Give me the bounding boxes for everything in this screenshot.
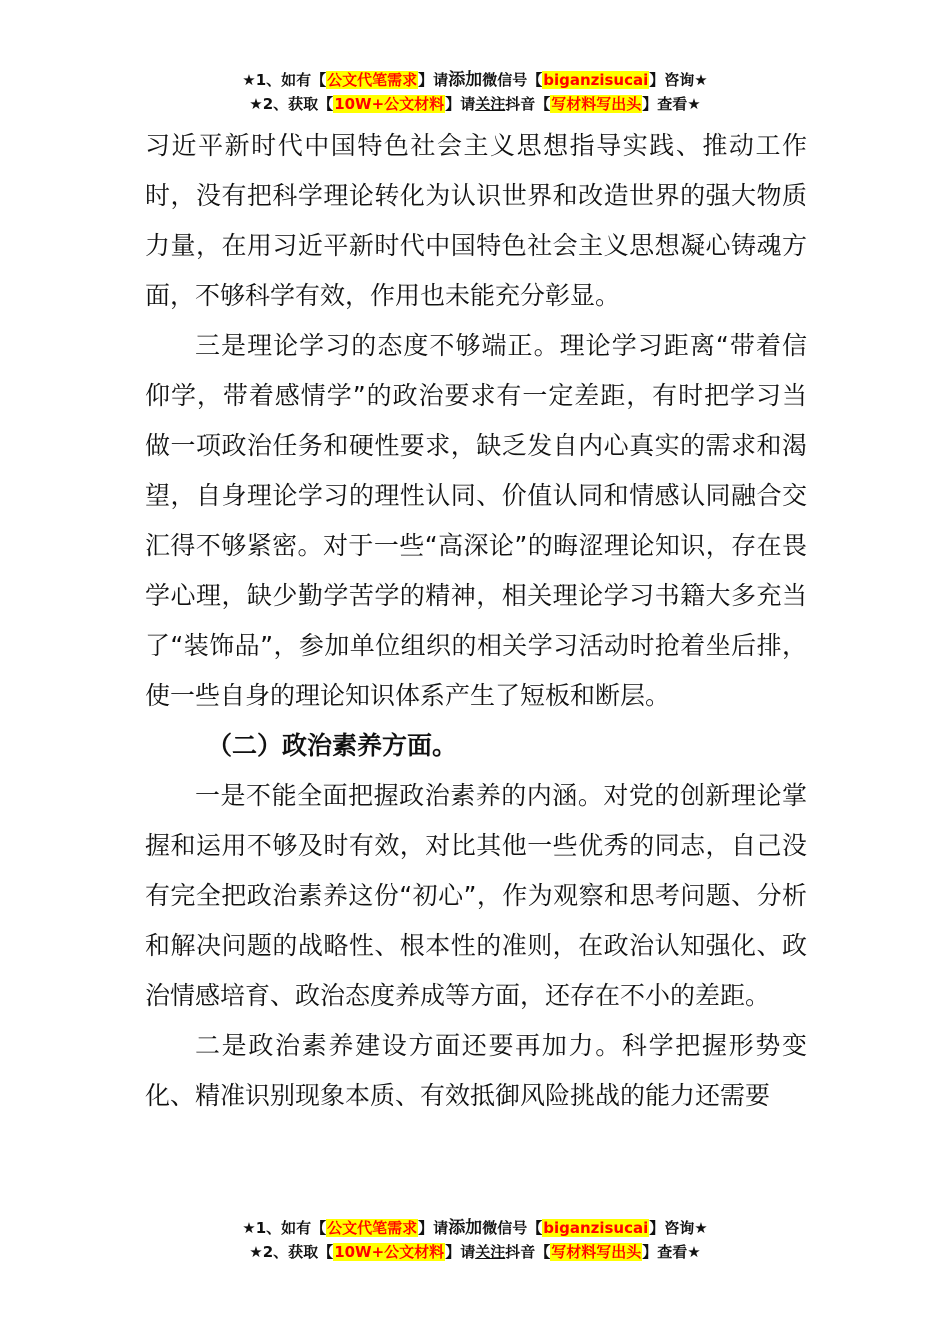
banner-highlight: 10W+公文材料 xyxy=(334,95,445,113)
header-banner xyxy=(0,68,950,116)
banner-text: 微信号【 xyxy=(482,1219,543,1237)
banner-text: 】请 xyxy=(445,95,476,113)
banner-text: 抖音【 xyxy=(505,1243,551,1261)
banner-emphasis: 关注 xyxy=(475,95,506,113)
banner-emphasis: 添加 xyxy=(448,70,483,90)
banner-text: ★1、如有【 xyxy=(242,71,327,89)
banner-text: 】查看★ xyxy=(642,1243,701,1261)
paragraph-connotation: 一是不能全面把握政治素养的内涵。对党的创新理论掌握和运用不够及时有效，对比其他一些优秀的同志，自己没有完全把政治素养这份“初心”，作为观察和思考问题、分析和解决问题的战略性、根本性的准则，在政治认知强化、政治情感培育、政治态度养成等方面，还存在不小的差距。 xyxy=(145,781,807,1010)
banner-text: 】查看★ xyxy=(642,95,701,113)
banner-text: ★2、获取【 xyxy=(249,1243,334,1261)
footer-banner xyxy=(0,1216,950,1264)
banner-highlight: biganzisucai xyxy=(543,1219,649,1237)
banner-text: 微信号【 xyxy=(482,71,543,89)
banner-line-2 xyxy=(0,92,950,116)
banner-text: 】咨询★ xyxy=(649,1219,708,1237)
banner-text: 】请 xyxy=(445,1243,476,1261)
paragraph-attitude: 三是理论学习的态度不够端正。理论学习距离“带着信仰学，带着感情学”的政治要求有一定差距，有时把学习当做一项政治任务和硬性要求，缺乏发自内心真实的需求和渴望，自身理论学习的理性认同、价值认同和情感认同融合交汇得不够紧密。对于一些“高深论”的晦涩理论知识，存在畏学心理，缺少勤学苦学的精神，相关理论学习书籍大多充当了“装饰品”，参加单位组织的相关学习活动时抢着坐后排，使一些自身的理论知识体系产生了短板和断层。 xyxy=(145,331,807,710)
document-body xyxy=(145,121,807,1121)
banner-line-1 xyxy=(0,1216,950,1240)
banner-highlight: 公文代笔需求 xyxy=(327,71,418,89)
banner-highlight: 写材料写出头 xyxy=(551,1243,642,1261)
banner-emphasis: 关注 xyxy=(475,1243,506,1261)
banner-line-2 xyxy=(0,1240,950,1264)
banner-text: ★1、如有【 xyxy=(242,1219,327,1237)
banner-text: 】请 xyxy=(418,1219,449,1237)
banner-text: ★2、获取【 xyxy=(249,95,334,113)
section-heading: （二）政治素养方面。 xyxy=(207,731,458,760)
banner-emphasis: 添加 xyxy=(448,1218,483,1238)
banner-text: 】咨询★ xyxy=(649,71,708,89)
banner-text: 】请 xyxy=(418,71,449,89)
banner-text: 抖音【 xyxy=(505,95,551,113)
paragraph-construction: 二是政治素养建设方面还要再加力。科学把握形势变化、精准识别现象本质、有效抵御风险挑战的能力还需要 xyxy=(145,1031,807,1110)
banner-highlight: biganzisucai xyxy=(543,71,649,89)
banner-highlight: 公文代笔需求 xyxy=(327,1219,418,1237)
banner-highlight: 写材料写出头 xyxy=(551,95,642,113)
banner-highlight: 10W+公文材料 xyxy=(334,1243,445,1261)
paragraph-continuation: 习近平新时代中国特色社会主义思想指导实践、推动工作时，没有把科学理论转化为认识世界和改造世界的强大物质力量，在用习近平新时代中国特色社会主义思想凝心铸魂方面，不够科学有效，作用也未能充分彰显。 xyxy=(145,131,807,310)
banner-line-1 xyxy=(0,68,950,92)
